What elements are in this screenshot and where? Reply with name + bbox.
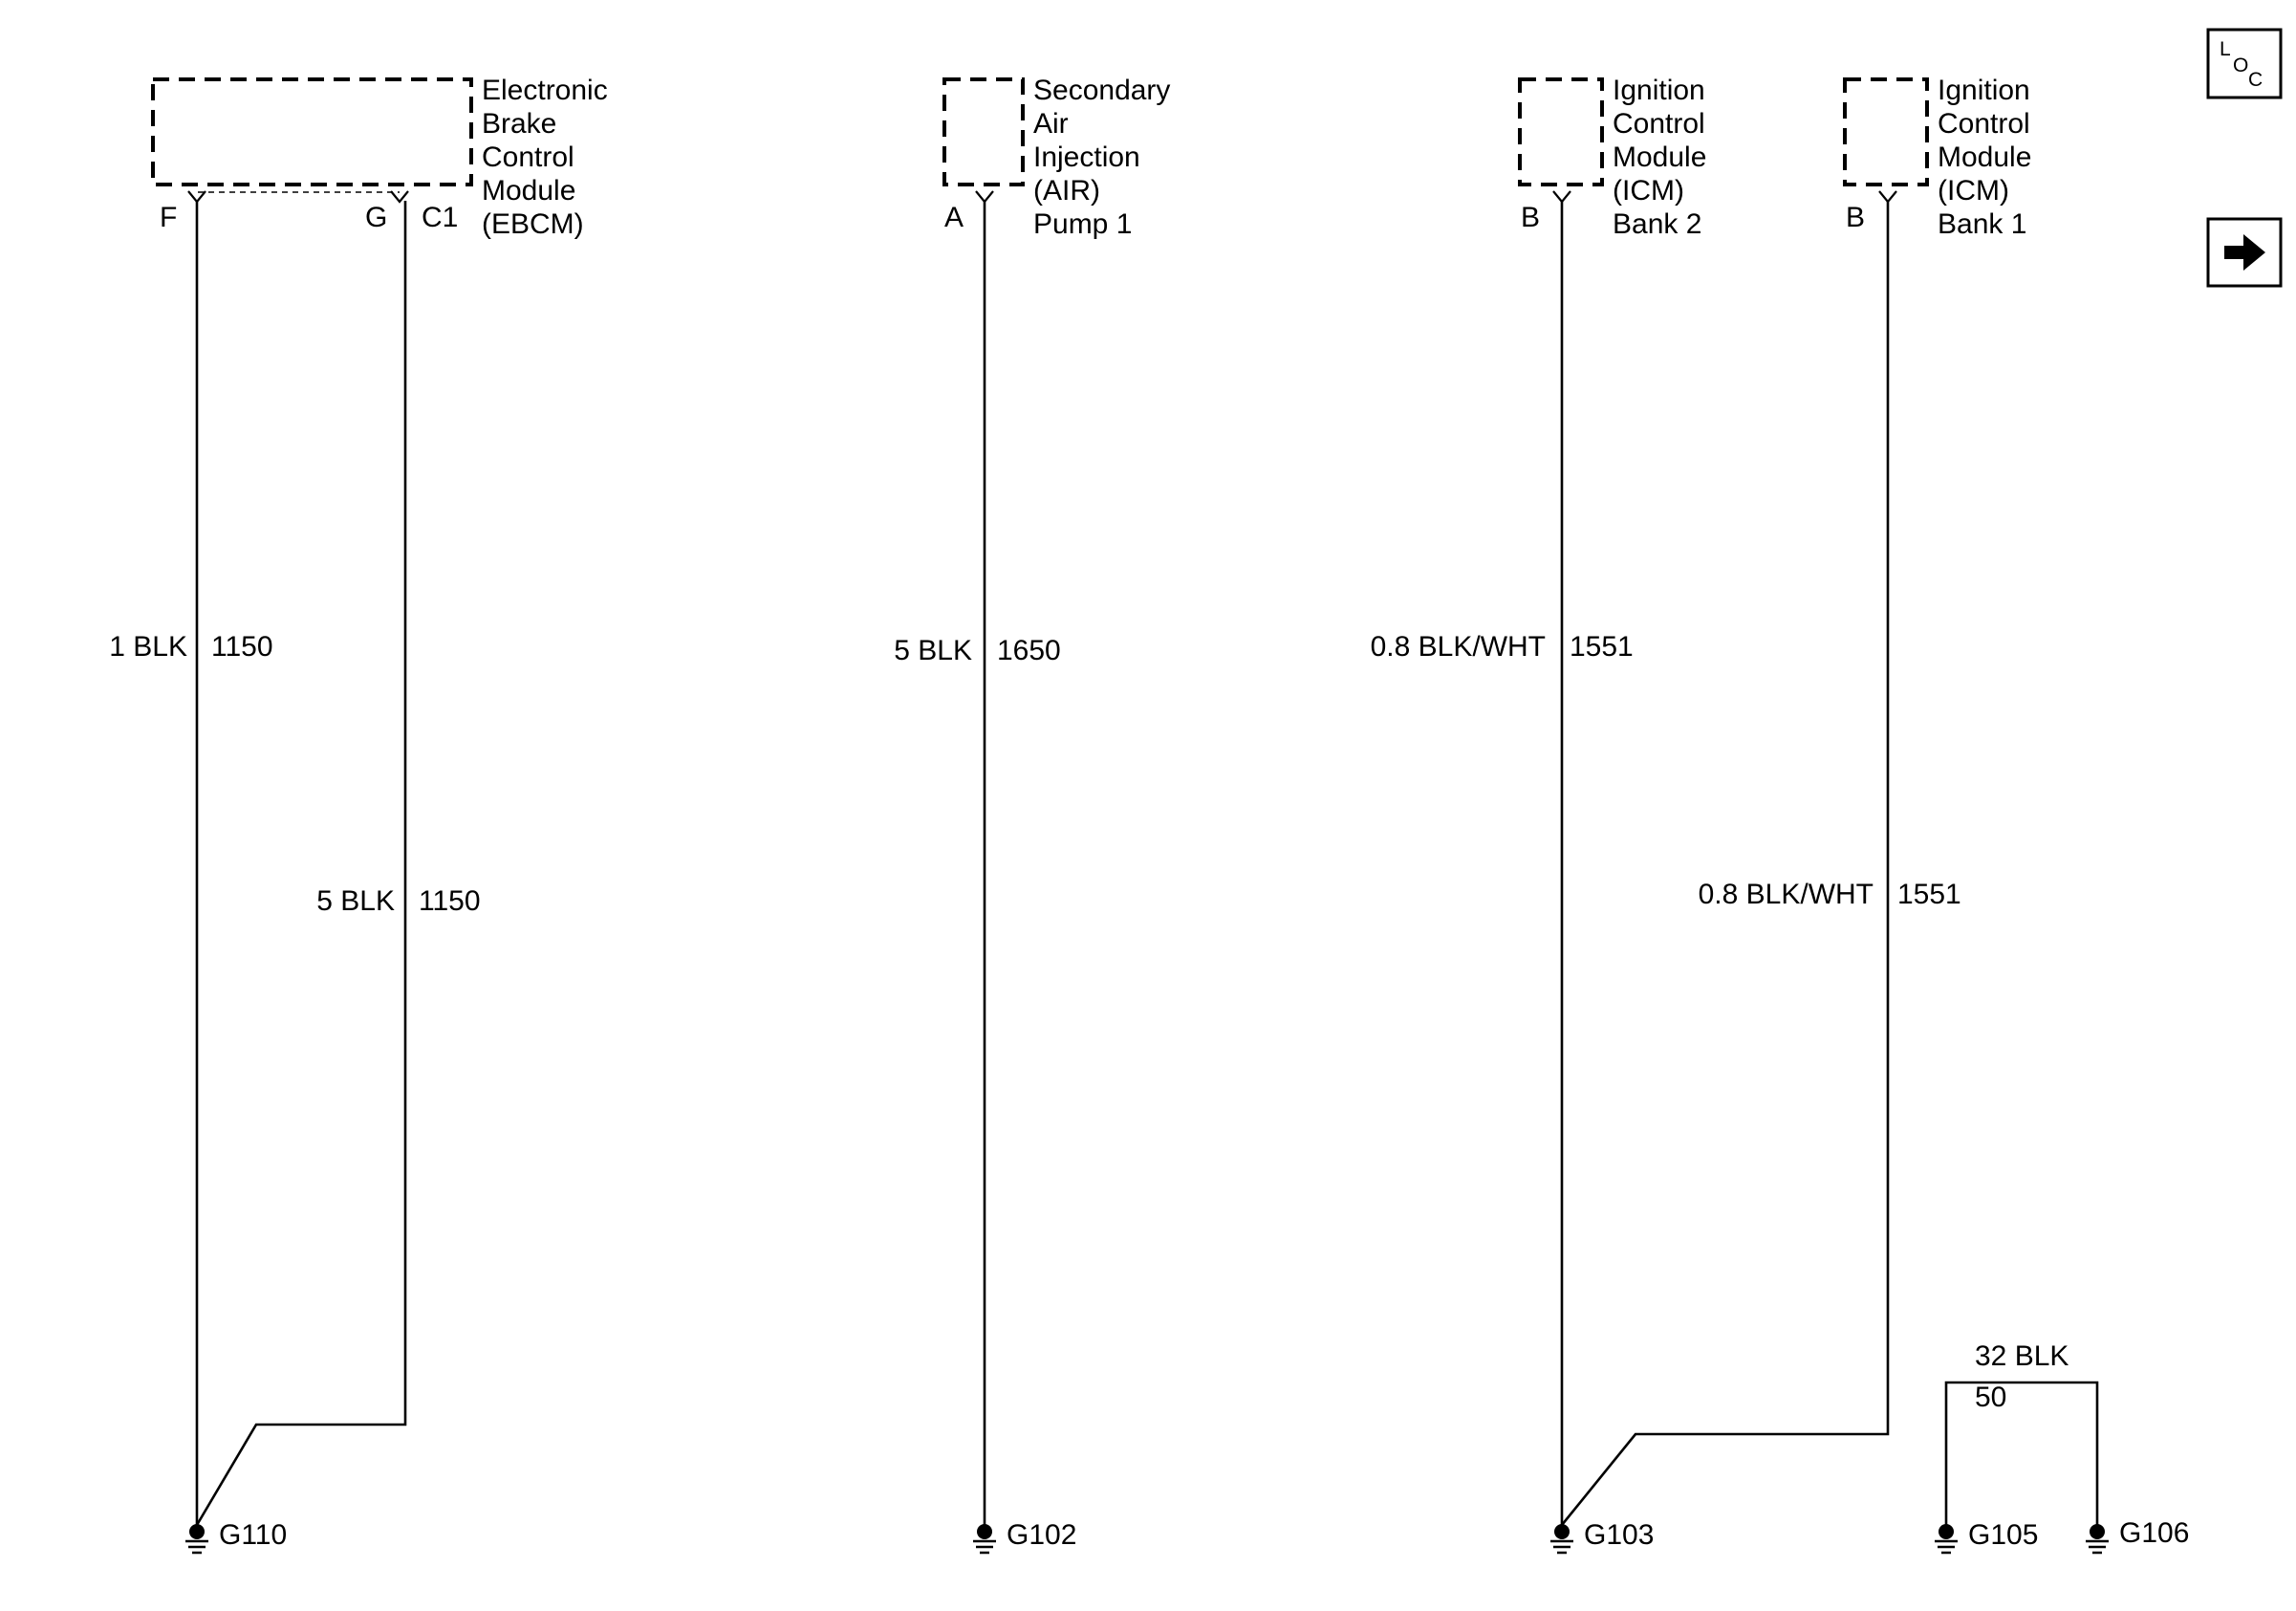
- ebcm-housing: [153, 79, 471, 185]
- icm-bank2-label-2: Control: [1613, 108, 1705, 140]
- icm-bank1-pin-b: B: [1846, 202, 1866, 233]
- wire-icm2-b-gauge: 0.8 BLK/WHT: [1370, 631, 1546, 663]
- ebcm-pin-f: F: [160, 202, 178, 233]
- air-pump-label-1: Secondary: [1033, 75, 1171, 106]
- icm-bank2-label-4: (ICM): [1613, 175, 1684, 207]
- wire-strap-gauge: 32 BLK: [1975, 1340, 2069, 1372]
- icm-bank2-label-5: Bank 2: [1613, 208, 1702, 240]
- ground-g103-label: G103: [1584, 1519, 1655, 1551]
- wire-icm2-b-circuit: 1551: [1570, 631, 1634, 663]
- icm-bank1-pin-terminal: [1879, 191, 1896, 202]
- ebcm-label-3: Control: [482, 142, 574, 173]
- air-pump-label-4: (AIR): [1033, 175, 1100, 207]
- wire-air-a-gauge: 5 BLK: [894, 635, 972, 666]
- location-icon-l: L: [2220, 38, 2231, 60]
- ebcm-pin-f-terminal: [188, 191, 206, 202]
- air-pump-label-2: Air: [1033, 108, 1069, 140]
- ground-g110-label: G110: [219, 1519, 288, 1551]
- ground-g106-label: G106: [2119, 1517, 2190, 1549]
- icm-bank2-label-1: Ignition: [1613, 75, 1705, 106]
- ebcm-label-5: (EBCM): [482, 208, 584, 240]
- icm-bank2-pin-b: B: [1521, 202, 1541, 233]
- next-page-button[interactable]: [2208, 219, 2281, 286]
- wire-ground-strap: [1946, 1382, 2097, 1525]
- ebcm-pin-g: G: [365, 202, 388, 233]
- wire-ebcm-g: [197, 201, 405, 1525]
- wire-ebcm-g-circuit: 1150: [419, 885, 481, 917]
- ground-g102-icon: [973, 1524, 996, 1553]
- ground-g102-label: G102: [1007, 1519, 1077, 1551]
- icm-bank2-label-3: Module: [1613, 142, 1707, 173]
- ground-g102: [973, 1519, 1076, 1553]
- ground-g103-icon: [1550, 1524, 1573, 1553]
- location-icon-o: O: [2233, 54, 2249, 76]
- wire-ebcm-f-gauge: 1 BLK: [109, 631, 187, 663]
- air-pump-pin-a: A: [944, 202, 964, 233]
- location-button[interactable]: [2208, 30, 2281, 98]
- air-pump-pin-terminal: [976, 191, 993, 202]
- icm-bank1-label-3: Module: [1938, 142, 2032, 173]
- ground-g110-icon: [185, 1524, 208, 1553]
- ebcm-component: [153, 75, 608, 240]
- icm-bank1-label-1: Ignition: [1938, 75, 2030, 106]
- icm-bank2-component: [1520, 75, 1706, 240]
- icm-bank1-housing: [1845, 79, 1927, 185]
- air-pump-component: [944, 75, 1170, 240]
- wire-air-a-circuit: 1650: [997, 635, 1061, 666]
- ground-g103: [1550, 1519, 1654, 1553]
- air-pump-label-3: Injection: [1033, 142, 1140, 173]
- ebcm-label-4: Module: [482, 175, 576, 207]
- ground-g105-label: G105: [1968, 1519, 2039, 1551]
- ground-g105: [1935, 1519, 2038, 1553]
- icm-bank1-label-4: (ICM): [1938, 175, 2009, 207]
- ground-g106: [2086, 1517, 2189, 1553]
- wire-ebcm-g-gauge: 5 BLK: [316, 885, 395, 917]
- air-pump-housing: [944, 79, 1023, 185]
- ebcm-label-1: Electronic: [482, 75, 608, 106]
- icm-bank2-housing: [1520, 79, 1602, 185]
- ground-g110: [185, 1519, 287, 1553]
- wire-strap-circuit: 50: [1975, 1382, 2007, 1413]
- icm-bank1-component: [1845, 75, 2031, 240]
- icm-bank1-label-5: Bank 1: [1938, 208, 2027, 240]
- icm-bank2-pin-terminal: [1553, 191, 1570, 202]
- wire-ebcm-f-circuit: 1150: [211, 631, 273, 663]
- ground-g106-icon: [2086, 1524, 2109, 1553]
- ebcm-connector-c1: C1: [422, 202, 459, 233]
- location-icon-c: C: [2248, 69, 2264, 91]
- wire-icm1-b: [1562, 201, 1888, 1525]
- ground-g105-icon: [1935, 1524, 1958, 1553]
- wire-icm1-b-gauge: 0.8 BLK/WHT: [1698, 879, 1874, 910]
- ebcm-label-2: Brake: [482, 108, 557, 140]
- icm-bank1-label-2: Control: [1938, 108, 2030, 140]
- wire-icm1-b-circuit: 1551: [1897, 879, 1961, 910]
- air-pump-label-5: Pump 1: [1033, 208, 1133, 240]
